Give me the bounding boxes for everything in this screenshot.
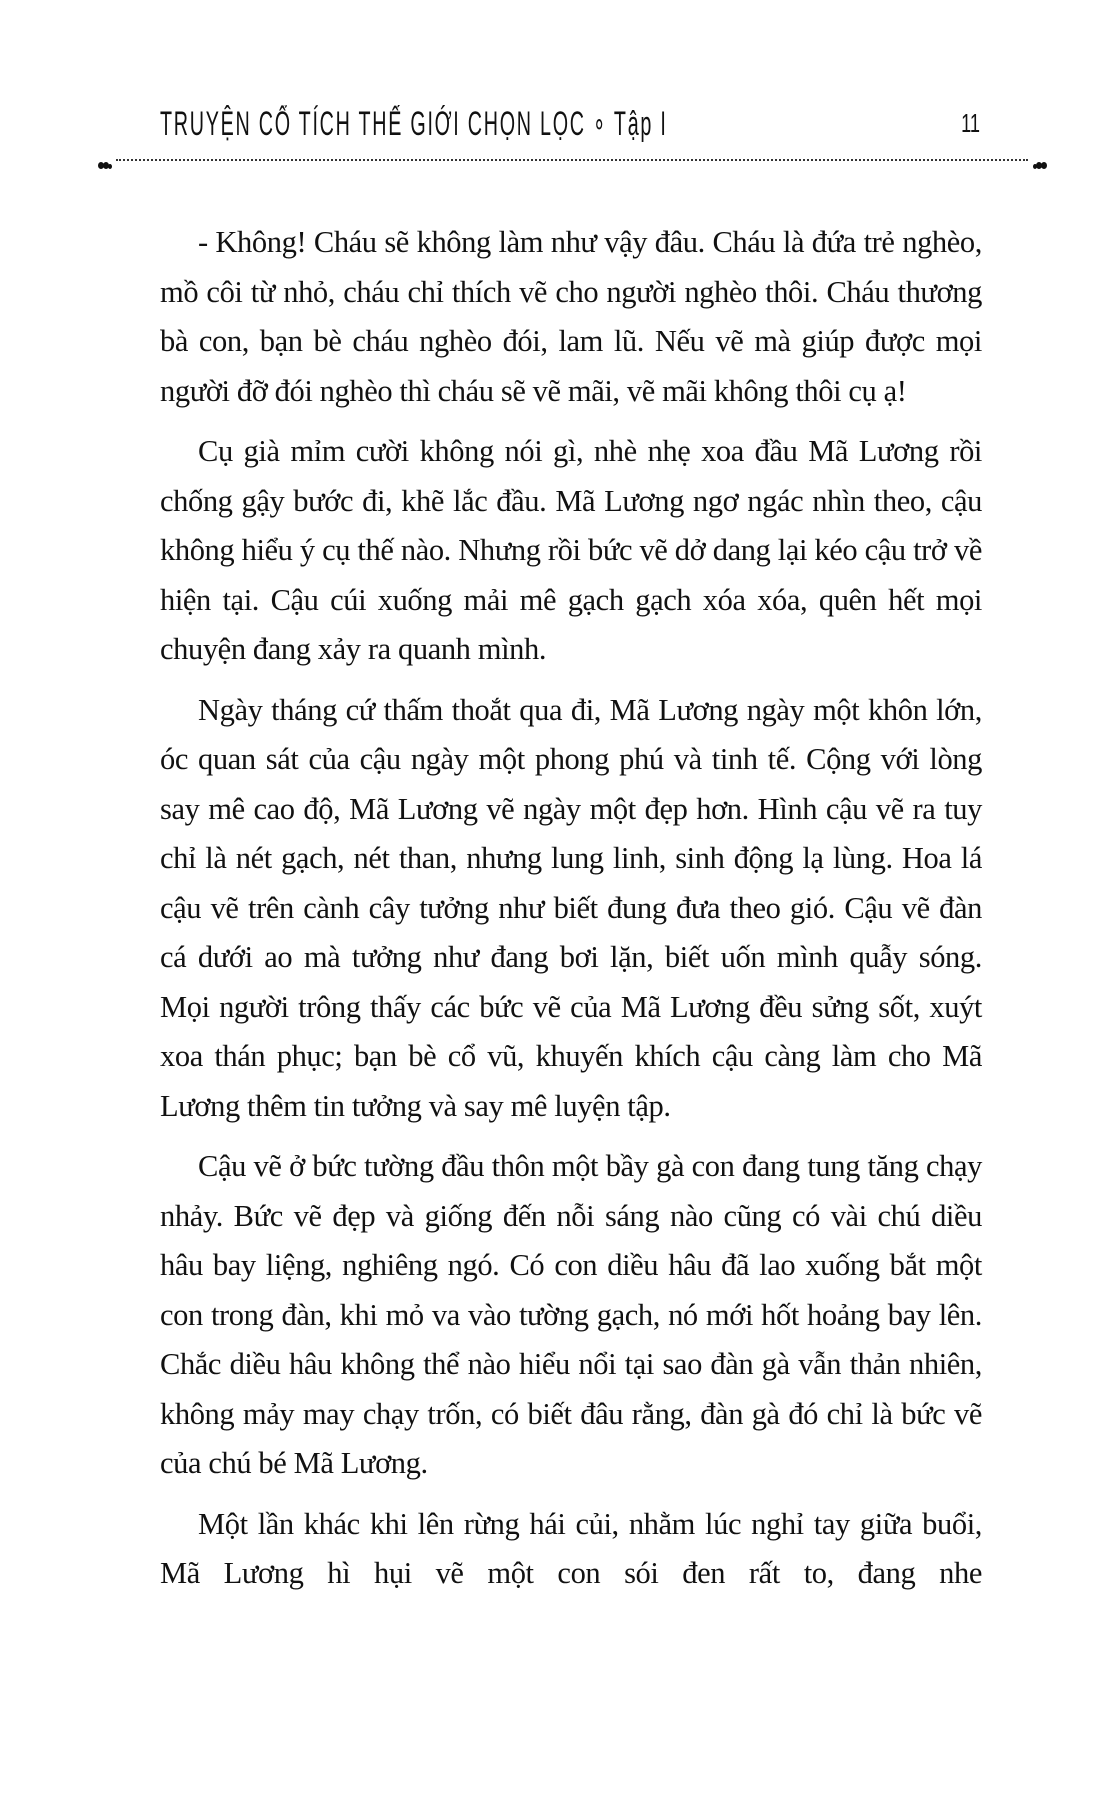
- body-text: [160, 218, 982, 1610]
- paragraph: - Không! Cháu sẽ không làm như vậy đâu. Cháu là đứa trẻ nghèo, mồ côi từ nhỏ, cháu chỉ thích vẽ cho người nghèo thôi. Cháu thương bà con, bạn bè cháu nghèo đói, lam lũ. Nếu vẽ mà giúp được mọi người đỡ đói nghèo thì cháu sẽ vẽ mãi, vẽ mãi không thôi cụ ạ!: [160, 225, 982, 408]
- divider-ornament-left-icon: [98, 156, 114, 164]
- page-header: [160, 104, 980, 154]
- running-title: TRUYỆN CỔ TÍCH THẾ GIỚI CHỌN LỌC ∘ Tập I: [160, 105, 668, 143]
- page-number: 11: [961, 108, 980, 138]
- divider-ornament-right-icon: [1030, 156, 1046, 164]
- dotted-line: [116, 159, 1028, 161]
- paragraph: Cậu vẽ ở bức tường đầu thôn một bầy gà con đang tung tăng chạy nhảy. Bức vẽ đẹp và giống đến nỗi sáng nào cũng có vài chú diều hâu bay liệng, nghiêng ngó. Có con diều hâu đã lao xuống bắt một con trong đàn, khi mỏ va vào tường gạch, nó mới hốt hoảng bay lên. Chắc diều hâu không thể nào hiểu nổi tại sao đàn gà vẫn thản nhiên, không mảy may chạy trốn, có biết đâu rằng, đàn gà đó chỉ là bức vẽ của chú bé Mã Lương.: [160, 1149, 982, 1480]
- dotted-divider: [98, 156, 1046, 164]
- paragraph: Cụ già mỉm cười không nói gì, nhè nhẹ xoa đầu Mã Lương rồi chống gậy bước đi, khẽ lắc đầu. Mã Lương ngơ ngác nhìn theo, cậu không hiểu ý cụ thế nào. Nhưng rồi bức vẽ dở dang lại kéo cậu trở về hiện tại. Cậu cúi xuống mải mê gạch gạch xóa xóa, quên hết mọi chuyện đang xảy ra quanh mình.: [160, 434, 982, 666]
- paragraph: Ngày tháng cứ thấm thoắt qua đi, Mã Lương ngày một khôn lớn, óc quan sát của cậu ngày một phong phú và tinh tế. Cộng với lòng say mê cao độ, Mã Lương vẽ ngày một đẹp hơn. Hình cậu vẽ ra tuy chỉ là nét gạch, nét than, nhưng lung linh, sinh động lạ lùng. Hoa lá cậu vẽ trên cành cây tưởng như biết đung đưa theo gió. Cậu vẽ đàn cá dưới ao mà tưởng như đang bơi lặn, biết uốn mình quẫy sóng. Mọi người trông thấy các bức vẽ của Mã Lương đều sửng sốt, xuýt xoa thán phục; bạn bè cổ vũ, khuyến khích cậu càng làm cho Mã Lương thêm tin tưởng và say mê luyện tập.: [160, 692, 982, 1123]
- paragraph: Một lần khác khi lên rừng hái củi, nhằm lúc nghỉ tay giữa buổi, Mã Lương hì hụi vẽ một con sói đen rất to, đang nhe: [160, 1506, 982, 1590]
